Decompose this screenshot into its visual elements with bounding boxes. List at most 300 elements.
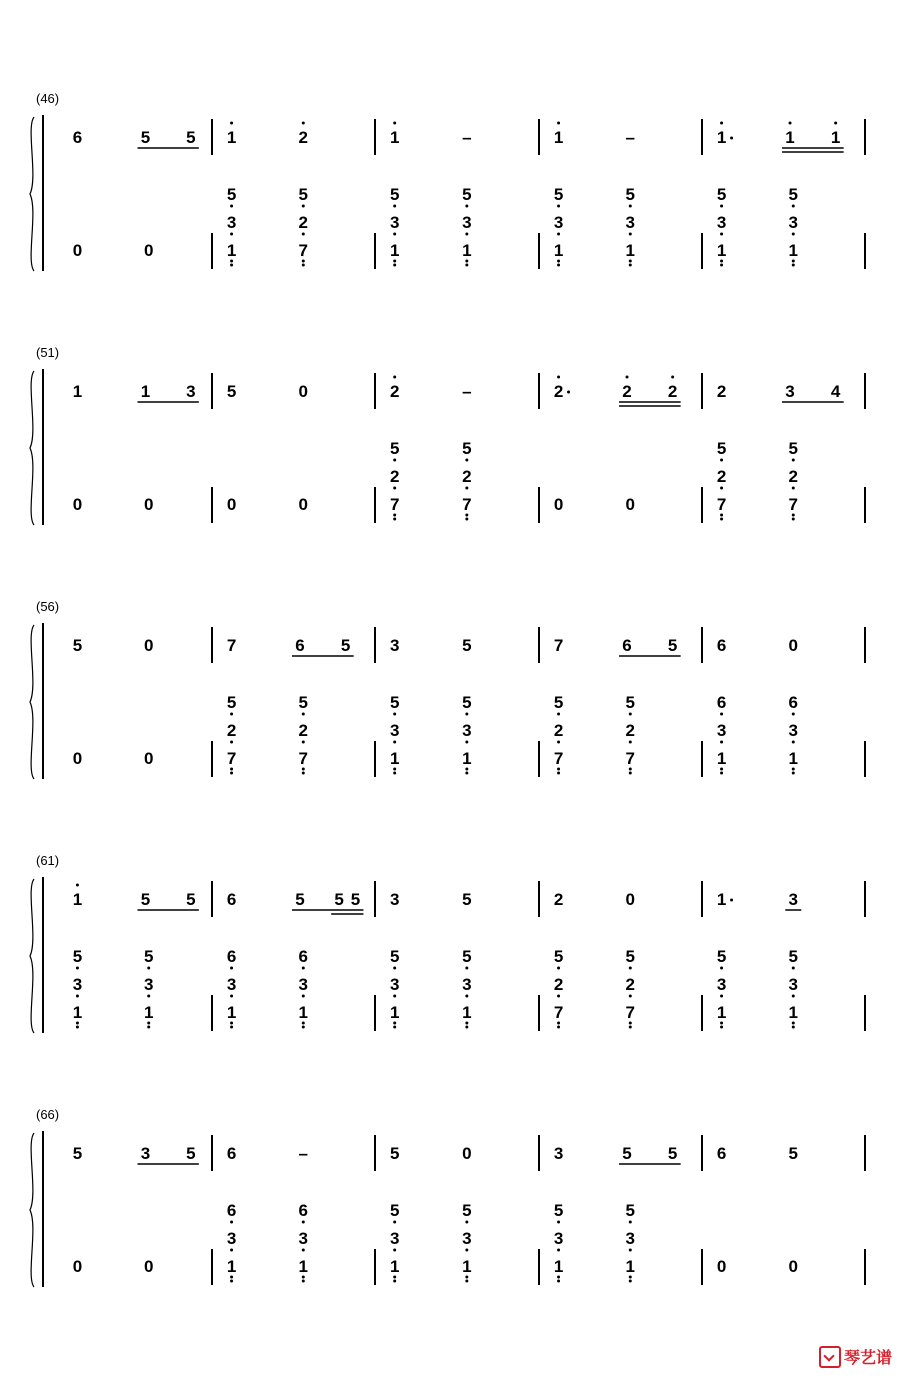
octave-dot xyxy=(393,741,396,744)
melody-note: 1 xyxy=(785,128,795,147)
bass-note: 1 xyxy=(298,1003,309,1022)
chord-note: 3 xyxy=(553,1229,564,1248)
chord-note: 2 xyxy=(226,721,237,740)
chord-note: 5 xyxy=(553,1201,564,1220)
bass-note: 7 xyxy=(625,1003,636,1022)
melody-note: 6 xyxy=(226,1144,237,1163)
octave-dot xyxy=(465,264,468,267)
octave-dot xyxy=(76,1026,79,1029)
octave-dot xyxy=(567,391,570,394)
octave-dot xyxy=(230,713,233,716)
octave-dot xyxy=(792,264,795,267)
measure-number-label: (61) xyxy=(36,853,60,868)
melody-note: 4 xyxy=(830,382,841,401)
octave-dot xyxy=(302,260,305,263)
measure xyxy=(73,382,199,514)
octave-dot xyxy=(230,1022,233,1025)
bass-note: 7 xyxy=(226,749,237,768)
bass-note: 0 xyxy=(72,749,83,768)
octave-dot xyxy=(393,487,396,490)
melody-note: 0 xyxy=(298,382,309,401)
octave-dot xyxy=(629,768,632,771)
melody-note: 5 xyxy=(462,890,472,909)
melody-note: 2 xyxy=(622,382,632,401)
chord-note: 5 xyxy=(143,947,154,966)
octave-dot xyxy=(792,1022,795,1025)
sustain-dash: – xyxy=(462,382,472,401)
octave-dot xyxy=(465,1026,468,1029)
sustain-dash: – xyxy=(462,128,472,147)
melody-note: 1 xyxy=(716,890,727,909)
melody-note: 0 xyxy=(462,1144,472,1163)
brace-icon xyxy=(30,117,34,271)
chord-note: 3 xyxy=(788,213,799,232)
bass-note: 0 xyxy=(143,495,154,514)
octave-dot xyxy=(626,376,629,379)
measure xyxy=(390,636,472,775)
melody-note: 3 xyxy=(186,382,196,401)
octave-dot xyxy=(834,122,837,125)
chord-note: 3 xyxy=(298,1229,309,1248)
melody-note: 5 xyxy=(72,1144,83,1163)
bass-note: 0 xyxy=(143,241,154,260)
octave-dot xyxy=(629,260,632,263)
octave-dot xyxy=(629,967,632,970)
bass-note: 1 xyxy=(462,1003,472,1022)
measure-number-label: (51) xyxy=(36,345,60,360)
octave-dot xyxy=(792,205,795,208)
chord-note: 5 xyxy=(389,693,400,712)
octave-dot xyxy=(720,459,723,462)
chord-note: 5 xyxy=(716,439,727,458)
octave-dot xyxy=(557,1249,560,1252)
octave-dot xyxy=(393,122,396,125)
octave-dot xyxy=(629,264,632,267)
chord-note: 5 xyxy=(625,185,636,204)
octave-dot xyxy=(76,967,79,970)
measure xyxy=(554,1144,681,1283)
octave-dot xyxy=(393,459,396,462)
chord-note: 3 xyxy=(625,1229,636,1248)
bass-note: 1 xyxy=(389,241,400,260)
octave-dot xyxy=(76,1022,79,1025)
octave-dot xyxy=(720,205,723,208)
octave-dot xyxy=(557,768,560,771)
bass-note: 1 xyxy=(389,1257,400,1276)
octave-dot xyxy=(792,768,795,771)
octave-dot xyxy=(393,205,396,208)
octave-dot xyxy=(302,768,305,771)
melody-note: 2 xyxy=(553,890,564,909)
octave-dot xyxy=(230,772,233,775)
bass-note: 1 xyxy=(226,1257,237,1276)
bass-note: 1 xyxy=(143,1003,154,1022)
octave-dot xyxy=(76,884,79,887)
melody-note: 5 xyxy=(186,1144,196,1163)
melody-note: 5 xyxy=(667,1144,678,1163)
octave-dot xyxy=(557,205,560,208)
octave-dot xyxy=(465,1280,468,1283)
chord-note: 3 xyxy=(72,975,83,994)
octave-dot xyxy=(393,264,396,267)
bass-note: 1 xyxy=(716,1003,727,1022)
chord-note: 3 xyxy=(389,975,400,994)
octave-dot xyxy=(557,995,560,998)
brace-icon xyxy=(30,625,34,779)
melody-note: 2 xyxy=(667,382,678,401)
melody-note: 0 xyxy=(788,636,799,655)
melody-note: 6 xyxy=(226,890,237,909)
bass-note: 7 xyxy=(389,495,400,514)
octave-dot xyxy=(792,518,795,521)
octave-dot xyxy=(730,899,733,902)
bass-note: 0 xyxy=(226,495,237,514)
bass-note: 7 xyxy=(553,1003,564,1022)
chord-note: 5 xyxy=(298,693,309,712)
octave-dot xyxy=(393,772,396,775)
measure xyxy=(227,1144,308,1283)
chord-note: 5 xyxy=(389,947,400,966)
bass-note: 7 xyxy=(625,749,636,768)
measure-number-label: (66) xyxy=(36,1107,60,1122)
chord-note: 5 xyxy=(553,185,564,204)
chord-note: 5 xyxy=(226,693,237,712)
octave-dot xyxy=(393,1022,396,1025)
bass-note: 1 xyxy=(226,1003,237,1022)
bass-note: 0 xyxy=(716,1257,727,1276)
melody-note: 1 xyxy=(389,128,400,147)
measure xyxy=(390,1144,472,1283)
bass-note: 1 xyxy=(72,1003,83,1022)
measure xyxy=(73,1144,199,1276)
octave-dot xyxy=(720,772,723,775)
chord-note: 6 xyxy=(716,693,727,712)
bass-note: 7 xyxy=(716,495,727,514)
octave-dot xyxy=(230,1276,233,1279)
octave-dot xyxy=(465,1221,468,1224)
melody-note: 5 xyxy=(667,636,678,655)
octave-dot xyxy=(393,1249,396,1252)
octave-dot xyxy=(720,233,723,236)
melody-note: 5 xyxy=(340,636,351,655)
octave-dot xyxy=(557,772,560,775)
measure xyxy=(73,636,154,768)
chord-note: 3 xyxy=(389,213,400,232)
chord-note: 3 xyxy=(462,213,472,232)
octave-dot xyxy=(730,137,733,140)
octave-dot xyxy=(393,1280,396,1283)
octave-dot xyxy=(302,1221,305,1224)
octave-dot xyxy=(792,459,795,462)
octave-dot xyxy=(147,1026,150,1029)
octave-dot xyxy=(720,713,723,716)
octave-dot xyxy=(465,459,468,462)
octave-dot xyxy=(302,122,305,125)
system xyxy=(30,853,865,1033)
chord-note: 3 xyxy=(389,721,400,740)
melody-note: 5 xyxy=(462,636,472,655)
melody-note: 1 xyxy=(140,382,151,401)
octave-dot xyxy=(465,1022,468,1025)
octave-dot xyxy=(393,1026,396,1029)
octave-dot xyxy=(720,768,723,771)
octave-dot xyxy=(792,260,795,263)
octave-dot xyxy=(792,487,795,490)
octave-dot xyxy=(147,967,150,970)
chord-note: 2 xyxy=(298,213,309,232)
measure xyxy=(390,122,472,267)
octave-dot xyxy=(465,1276,468,1279)
octave-dot xyxy=(230,264,233,267)
octave-dot xyxy=(557,1276,560,1279)
melody-note: 3 xyxy=(785,382,795,401)
system xyxy=(30,1107,865,1287)
chord-note: 5 xyxy=(625,693,636,712)
bass-note: 1 xyxy=(462,1257,472,1276)
octave-dot xyxy=(393,233,396,236)
measure xyxy=(554,636,681,775)
octave-dot xyxy=(465,233,468,236)
measure xyxy=(390,376,472,521)
chord-note: 3 xyxy=(143,975,154,994)
melody-note: 5 xyxy=(140,128,151,147)
chord-note: 3 xyxy=(226,975,237,994)
bass-note: 1 xyxy=(462,241,472,260)
chord-note: 5 xyxy=(226,185,237,204)
melody-note: 3 xyxy=(788,890,799,909)
melody-note: 5 xyxy=(140,890,151,909)
melody-note: 5 xyxy=(295,890,305,909)
bass-note: 1 xyxy=(389,749,400,768)
octave-dot xyxy=(393,995,396,998)
octave-dot xyxy=(393,1221,396,1224)
melody-note: 5 xyxy=(389,1144,400,1163)
octave-dot xyxy=(302,967,305,970)
melody-note: 6 xyxy=(295,636,305,655)
chord-note: 5 xyxy=(625,1201,636,1220)
chord-note: 2 xyxy=(553,975,564,994)
octave-dot xyxy=(393,514,396,517)
octave-dot xyxy=(465,772,468,775)
chord-note: 5 xyxy=(788,185,799,204)
chord-note: 3 xyxy=(462,721,472,740)
bass-note: 0 xyxy=(788,1257,799,1276)
octave-dot xyxy=(465,741,468,744)
site-logo xyxy=(819,1345,892,1368)
octave-dot xyxy=(302,233,305,236)
melody-note: 2 xyxy=(716,382,727,401)
octave-dot xyxy=(557,376,560,379)
bass-note: 0 xyxy=(72,241,83,260)
octave-dot xyxy=(557,967,560,970)
chord-note: 3 xyxy=(788,721,799,740)
chord-note: 3 xyxy=(716,213,727,232)
melody-note: 0 xyxy=(143,636,154,655)
brace-icon xyxy=(30,371,34,525)
brace-icon xyxy=(30,879,34,1033)
system xyxy=(30,345,865,525)
octave-dot xyxy=(720,1026,723,1029)
chord-note: 5 xyxy=(389,185,400,204)
octave-dot xyxy=(720,518,723,521)
octave-dot xyxy=(465,205,468,208)
octave-dot xyxy=(720,1022,723,1025)
octave-dot xyxy=(465,518,468,521)
melody-note: 3 xyxy=(389,636,400,655)
octave-dot xyxy=(393,967,396,970)
octave-dot xyxy=(792,514,795,517)
chord-note: 5 xyxy=(462,947,472,966)
melody-note: 6 xyxy=(72,128,83,147)
melody-note: 5 xyxy=(334,890,344,909)
octave-dot xyxy=(629,1022,632,1025)
bass-note: 7 xyxy=(298,241,309,260)
octave-dot xyxy=(393,1276,396,1279)
octave-dot xyxy=(792,233,795,236)
melody-note: 3 xyxy=(553,1144,564,1163)
octave-dot xyxy=(557,260,560,263)
octave-dot xyxy=(720,995,723,998)
bass-note: 1 xyxy=(298,1257,309,1276)
octave-dot xyxy=(230,741,233,744)
octave-dot xyxy=(720,264,723,267)
octave-dot xyxy=(557,1022,560,1025)
chord-note: 5 xyxy=(462,439,472,458)
octave-dot xyxy=(720,122,723,125)
octave-dot xyxy=(720,487,723,490)
octave-dot xyxy=(465,713,468,716)
octave-dot xyxy=(76,995,79,998)
chord-note: 3 xyxy=(226,213,237,232)
measure xyxy=(554,376,681,515)
melody-note: 3 xyxy=(389,890,400,909)
bass-note: 1 xyxy=(226,241,237,260)
bass-note: 1 xyxy=(553,241,564,260)
octave-dot xyxy=(393,518,396,521)
octave-dot xyxy=(393,768,396,771)
octave-dot xyxy=(302,713,305,716)
octave-dot xyxy=(720,514,723,517)
measure xyxy=(390,890,472,1029)
sustain-dash: – xyxy=(625,128,636,147)
bass-note: 1 xyxy=(788,241,799,260)
octave-dot xyxy=(230,1221,233,1224)
octave-dot xyxy=(629,713,632,716)
bass-note: 1 xyxy=(462,749,472,768)
chord-note: 2 xyxy=(716,467,727,486)
chord-note: 2 xyxy=(625,975,636,994)
octave-dot xyxy=(557,1026,560,1029)
chord-note: 5 xyxy=(716,947,727,966)
bass-note: 1 xyxy=(788,749,799,768)
octave-dot xyxy=(302,741,305,744)
octave-dot xyxy=(302,264,305,267)
octave-dot xyxy=(792,741,795,744)
bass-note: 0 xyxy=(553,495,564,514)
octave-dot xyxy=(629,1276,632,1279)
octave-dot xyxy=(393,713,396,716)
chord-note: 2 xyxy=(462,467,472,486)
octave-dot xyxy=(629,1280,632,1283)
bass-note: 7 xyxy=(462,495,472,514)
system xyxy=(30,91,865,271)
octave-dot xyxy=(720,260,723,263)
bass-note: 1 xyxy=(788,1003,799,1022)
chord-note: 5 xyxy=(625,947,636,966)
bass-note: 1 xyxy=(716,241,727,260)
octave-dot xyxy=(557,264,560,267)
octave-dot xyxy=(465,260,468,263)
octave-dot xyxy=(230,205,233,208)
brace-icon xyxy=(30,1133,34,1287)
melody-note: 1 xyxy=(553,128,564,147)
chord-note: 6 xyxy=(298,1201,309,1220)
chord-note: 3 xyxy=(553,213,564,232)
octave-dot xyxy=(230,995,233,998)
octave-dot xyxy=(230,122,233,125)
logo-icon xyxy=(819,1346,841,1368)
melody-note: 6 xyxy=(716,1144,727,1163)
octave-dot xyxy=(230,1249,233,1252)
measure xyxy=(73,884,199,1029)
chord-note: 5 xyxy=(553,693,564,712)
octave-dot xyxy=(302,1276,305,1279)
melody-note: 3 xyxy=(140,1144,151,1163)
melody-note: 5 xyxy=(226,382,237,401)
chord-note: 6 xyxy=(226,947,237,966)
chord-note: 5 xyxy=(462,185,472,204)
octave-dot xyxy=(393,260,396,263)
bass-note: 1 xyxy=(716,749,727,768)
octave-dot xyxy=(557,122,560,125)
melody-note: 5 xyxy=(186,128,196,147)
chord-note: 3 xyxy=(298,975,309,994)
chord-note: 3 xyxy=(716,975,727,994)
melody-note: 5 xyxy=(186,890,196,909)
octave-dot xyxy=(465,995,468,998)
measure xyxy=(227,890,364,1029)
measure xyxy=(717,382,844,521)
octave-dot xyxy=(557,741,560,744)
chord-note: 6 xyxy=(788,693,799,712)
measure xyxy=(717,1144,798,1276)
chord-note: 2 xyxy=(298,721,309,740)
measure-number-label: (46) xyxy=(36,91,60,106)
chord-note: 5 xyxy=(553,947,564,966)
measure xyxy=(227,122,308,267)
bass-note: 1 xyxy=(553,1257,564,1276)
melody-note: 7 xyxy=(553,636,564,655)
bass-note: 0 xyxy=(72,495,83,514)
chord-note: 5 xyxy=(716,185,727,204)
octave-dot xyxy=(230,260,233,263)
measure xyxy=(227,636,354,775)
sustain-dash: – xyxy=(298,1144,309,1163)
octave-dot xyxy=(792,995,795,998)
chord-note: 5 xyxy=(72,947,83,966)
chord-note: 3 xyxy=(788,975,799,994)
octave-dot xyxy=(557,1221,560,1224)
octave-dot xyxy=(557,1280,560,1283)
chord-note: 2 xyxy=(389,467,400,486)
octave-dot xyxy=(147,1022,150,1025)
octave-dot xyxy=(147,995,150,998)
chord-note: 5 xyxy=(389,439,400,458)
chord-note: 2 xyxy=(788,467,799,486)
melody-note: 1 xyxy=(72,890,83,909)
octave-dot xyxy=(629,1026,632,1029)
octave-dot xyxy=(230,1280,233,1283)
